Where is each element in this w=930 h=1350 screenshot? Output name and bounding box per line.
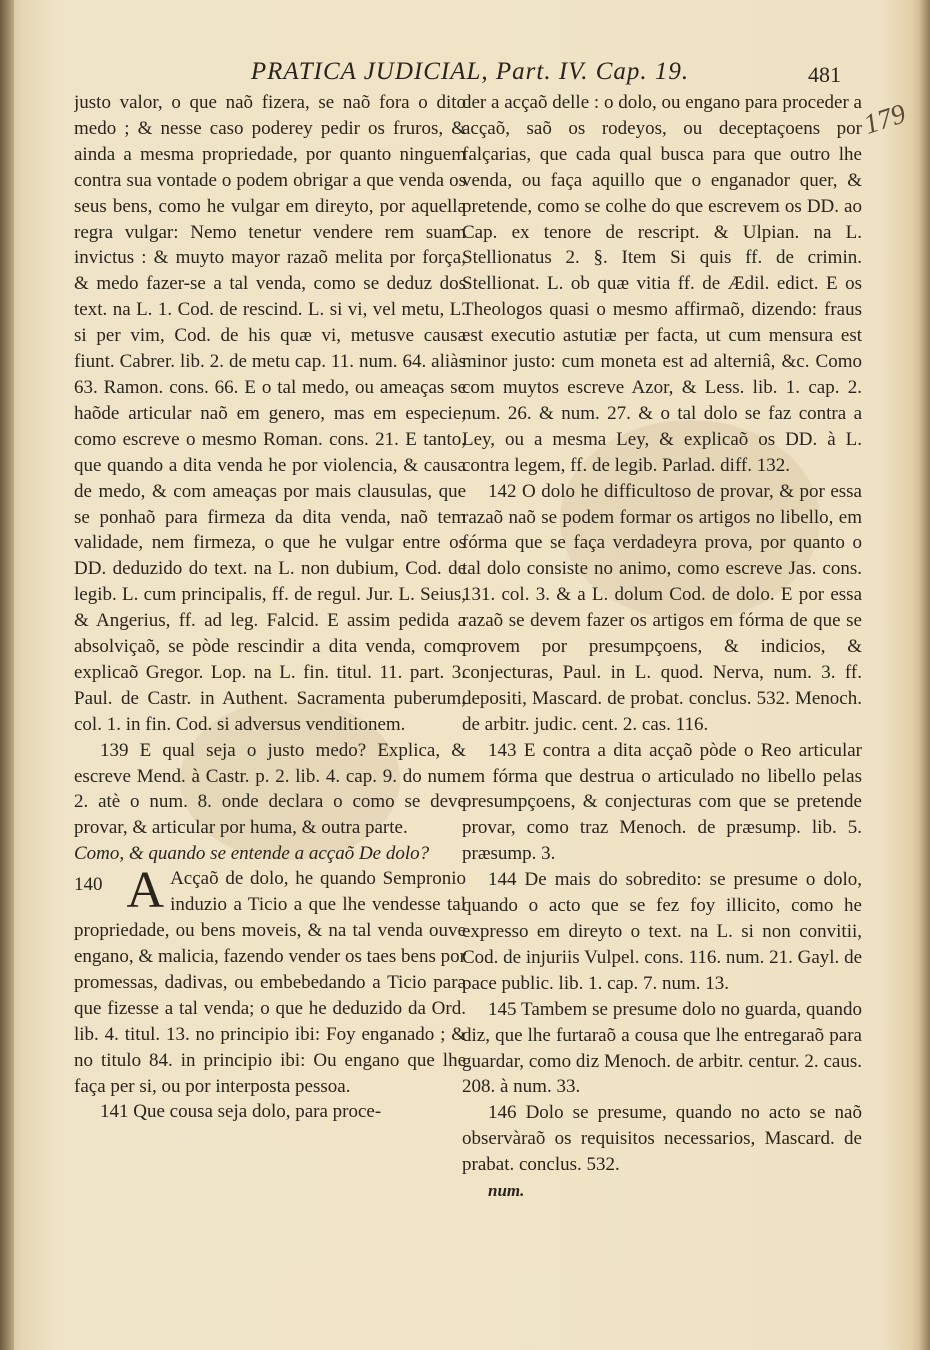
paragraph-text: Acçaõ de dolo, he quando Sempronio induzio a Ticio a que lhe vendesse tal propriedade, ou bens moveis, & na tal venda ouve engano, & malicia, fazendo vender os taes bens por promessas, dadivas, ou embebedando a Ticio para que fizesse a tal venda; o que he deduzido da Ord. lib. 4. titul. 13. no principio ibi: Foy enganado ; & no titulo 84. in principio ibi: Ou engano que lhe faça per si, ou por interposta pessoa. — [74, 868, 466, 1097]
left-column — [74, 90, 466, 1320]
page-edge — [920, 0, 930, 1350]
handwritten-margin-note: 179 — [860, 98, 910, 141]
paragraph: justo valor, o que naõ fizera, se naõ fora o dito medo ; & nesse caso poderey pedir os fruros, & ainda a mesma propriedade, por quanto ninguem contra sua vontade o podem obrigar a que venda os seus bens, como he vulgar em direyto, por aquella regra vulgar: Nemo tenetur vendere rem suam invictus : & muyto mayor razaõ melita por força, & medo fazer-se a tal venda, como se deduz dos text. na L. 1. Cod. de rescind. L. si vi, vel metu, L. si per vim, Cod. de his quæ vi, metusve causa fiunt. Cabrer. lib. 2. de metu cap. 11. num. 64. aliàs 63. Ramon. cons. 66. E o tal medo, ou ameaças se haõde articular naõ em genero, mas em especie, como escreve o mesmo Roman. cons. 21. E tanto, que quando a dita venda he por violencia, & causa de medo, & com ameaças por mais clausulas, que se ponhaõ para firmeza da dita venda, naõ tem validade, nem firmeza, o que he vulgar entre os DD. deduzido do text. na L. non dubium, Cod. de legib. L. cum principalis, ff. de regul. Jur. L. Seius, & Angerius, ff. ad leg. Falcid. E assim pedida a absolviçaõ, se pòde rescindir a dita venda, como explicaõ Gregor. Lop. na L. fin. titul. 11. part. 3. Paul. de Castr. in Authent. Sacramenta puberum, col. 1. in fin. Cod. si adversus venditionem. — [74, 92, 466, 735]
catchword: num. — [488, 1181, 525, 1201]
paragraph-146: 146 Dolo se presume, quando no acto se naõ observàraõ os requisitos necessarios, Mascard. de prabat. conclus. 532. — [462, 1102, 862, 1176]
paragraph-145: 145 Tambem se presume dolo no guarda, quando diz, que lhe furtaraõ a cousa que lhe entregaraõ para guardar, como diz Menoch. de arbitr. centur. 2. caus. 208. à num. 33. — [462, 998, 862, 1098]
paragraph-number: 140 — [74, 874, 103, 896]
running-header: PRATICA JUDICIAL, Part. IV. Cap. 19. — [250, 58, 690, 85]
section-heading: Como, & quando se entende a acçaõ De dolo? — [74, 843, 430, 865]
page-number: 481 — [808, 62, 841, 87]
paragraph-141: 141 Que cousa seja dolo, para proce- — [100, 1101, 382, 1123]
paragraph-140 — [74, 862, 466, 1099]
paragraph-144: 144 De mais do sobredito: se presume o dolo, quando o acto que se fez foy illicito, como he expresso em direyto o text. na L. si non convitii, Cod. de injuriis Vulpel. cons. 116. num. 21. Gayl. de pace public. lib. 1. cap. 7. num. 13. — [462, 869, 862, 994]
paragraph-143: 143 E contra a dita acçaõ pòde o Reo articular em fórma que destrua o articulado no libello pelas presumpçoens, & conjecturas com que se pretende provar, como traz Menoch. de præsump. lib. 5. præsump. 3. — [462, 739, 862, 865]
paragraph-139: 139 E qual seja o justo medo? Explica, & escreve Mend. à Castr. p. 2. lib. 4. cap. 9. do num. 2. atè o num. 8. onde declara o como se deve provar, & articular por huma, & outra parte. — [74, 739, 466, 839]
book-spine — [0, 0, 14, 1350]
paragraph-142: 142 O dolo he difficultoso de provar, & por essa razaõ naõ se podem formar os artigos no libello, em fórma que se faça verdadeyra prova, por quanto o tal dolo consiste no animo, como escreve Jas. cons. 131. col. 3. & a L. dolum Cod. de dolo. E por essa razaõ se devem fazer os artigos em fórma de que se provem por presumpçoens, & indicios, & conjecturas, Paul. in L. quod. Nerva, num. 3. ff. depositi, Mascard. de probat. conclus. 532. Menoch. de arbitr. judic. cent. 2. cas. 116. — [462, 480, 862, 735]
paragraph: der a acçaõ delle : o dolo, ou engano para proceder a acçaõ, saõ os rodeyos, ou deceptaçoens por falçarias, que cada qual busca para que outro lhe venda, ou faça aquillo que o enganador quer, & pretende, como se colhe do que escrevem os DD. ao Cap. ex tenore de rescript. & Ulpian. na L. Stellionatus 2. §. Item Si quis ff. de crimin. Stellionat. L. ob quæ vitia ff. de Ædil. edict. E os Theologos quasi o mesmo affirmaõ, dizendo: fraus est executio astutiæ per facta, ut cum mensura est minor justo: cum moneta est ad alterniâ, &c. Como com muytos escreve Azor, & Less. lib. 1. cap. 2. num. 26. & num. 27. & o tal dolo se faz contra a Ley, ou a mesma Ley, & explicaõ os DD. à L. contra legem, ff. de legib. Parlad. diff. 132. — [462, 92, 862, 476]
drop-cap: A — [126, 862, 165, 920]
right-column — [462, 90, 862, 1320]
